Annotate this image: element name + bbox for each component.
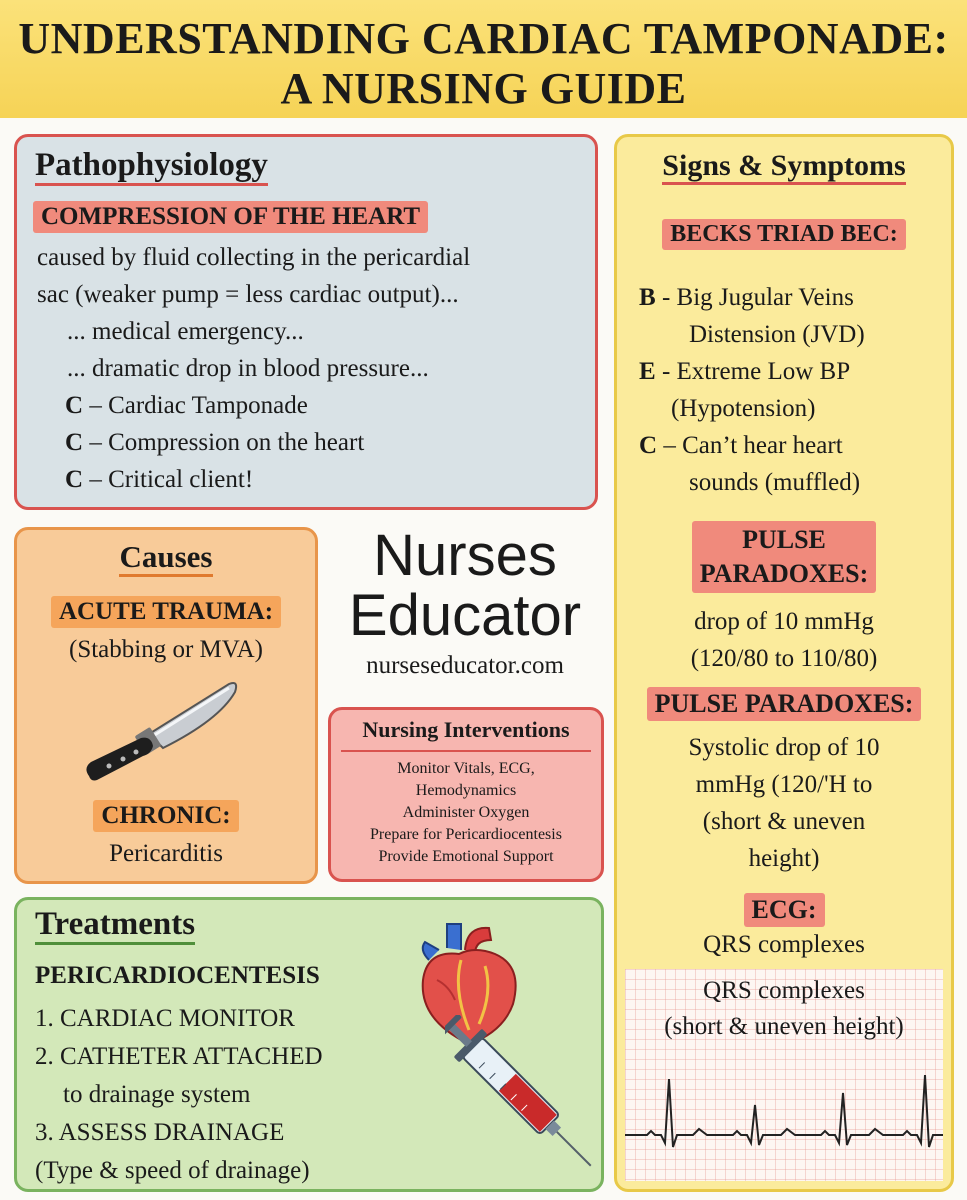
chronic-tag: CHRONIC:	[93, 800, 238, 832]
becks-triad-tag: BECKS TRIAD BEC:	[662, 219, 906, 250]
syringe-icon	[445, 1015, 605, 1185]
c-item: C – Critical client!	[65, 466, 254, 493]
pericardiocentesis-heading: PERICARDIOCENTESIS	[35, 962, 320, 989]
patho-line-2: sac (weaker pump = less cardiac output)...	[37, 281, 459, 308]
c-item: C – Cardiac Tamponade	[65, 392, 308, 419]
intervention-item: Monitor Vitals, ECG,	[397, 760, 535, 777]
c-item: C – Compression on the heart	[65, 429, 365, 456]
brand-line-2: Educator	[348, 583, 582, 648]
patho-line-4: ... dramatic drop in blood pressure...	[67, 355, 429, 382]
brand-line-1: Nurses	[373, 523, 557, 588]
pulse2-line-3: (short & uneven	[702, 808, 866, 835]
interventions-divider	[341, 750, 591, 752]
ecg-tag: ECG:	[744, 893, 825, 927]
brand-block	[318, 523, 612, 680]
treatment-item: (Type & speed of drainage)	[35, 1157, 310, 1184]
knife-icon	[79, 676, 249, 786]
treatments-panel	[14, 897, 604, 1192]
signs-symptoms-panel	[614, 134, 954, 1192]
beck-e-line: E - Extreme Low BP	[639, 358, 851, 385]
treatment-item: to drainage system	[63, 1081, 251, 1108]
header-banner	[0, 0, 967, 118]
treatments-title: Treatments	[35, 906, 195, 945]
ecg-panel-line-1: QRS complexes	[703, 977, 865, 1004]
beck-b-line: B - Big Jugular Veins	[639, 284, 854, 311]
compression-tag: COMPRESSION OF THE HEART	[33, 201, 428, 233]
pathophysiology-panel	[14, 134, 598, 510]
causes-panel	[14, 527, 318, 884]
acute-trauma-text: (Stabbing or MVA)	[69, 636, 263, 663]
title-line-2: A NURSING GUIDE	[280, 64, 687, 113]
ecg-panel	[625, 969, 943, 1181]
beck-e-line-2: (Hypotension)	[671, 395, 816, 422]
beck-b-line-2: Distension (JVD)	[689, 321, 865, 348]
interventions-title: Nursing Interventions	[362, 717, 570, 742]
beck-c-line-2: sounds (muffled)	[689, 469, 861, 496]
ecg-panel-line-2: (short & uneven height)	[664, 1013, 904, 1040]
treatment-item: 2. CATHETER ATTACHED	[35, 1043, 323, 1070]
causes-title: Causes	[119, 540, 212, 577]
intervention-item: Prepare for Pericardiocentesis	[370, 826, 562, 843]
intervention-item: Hemodynamics	[415, 782, 517, 799]
pulse2-line-2: mmHg (120/'H to	[695, 771, 873, 798]
brand-url[interactable]: nurseseducator.com	[366, 652, 564, 679]
beck-c-line: C – Can’t hear heart	[639, 432, 843, 459]
nursing-interventions-panel	[328, 707, 604, 882]
pulse1-line-1: drop of 10 mmHg	[694, 608, 874, 635]
pulse2-line-4: height)	[748, 845, 820, 872]
patho-line-1: caused by fluid collecting in the pericardial	[37, 244, 471, 271]
pulse-paradoxes-tag-2: PULSE PARADOXES:	[647, 687, 922, 721]
intervention-item: Administer Oxygen	[402, 804, 530, 821]
chronic-text: Pericarditis	[109, 840, 223, 867]
intervention-item: Provide Emotional Support	[378, 848, 554, 865]
pulse-paradoxes-tag-1: PULSE PARADOXES:	[692, 521, 877, 593]
patho-line-3: ... medical emergency...	[67, 318, 304, 345]
ecg-text: QRS complexes	[703, 931, 865, 958]
pathophysiology-title: Pathophysiology	[35, 147, 268, 186]
treatment-item: 1. CARDIAC MONITOR	[35, 1005, 295, 1032]
title-line-1: UNDERSTANDING CARDIAC TAMPONADE:	[18, 14, 949, 63]
pulse2-line-1: Systolic drop of 10	[688, 734, 880, 761]
treatment-item: 3. ASSESS DRAINAGE	[35, 1119, 285, 1146]
ecg-waveform-icon	[625, 1065, 943, 1175]
page-title	[0, 0, 967, 114]
pulse1-line-2: (120/80 to 110/80)	[690, 645, 878, 672]
acute-trauma-tag: ACUTE TRAUMA:	[51, 596, 281, 628]
signs-title: Signs & Symptoms	[662, 149, 905, 185]
